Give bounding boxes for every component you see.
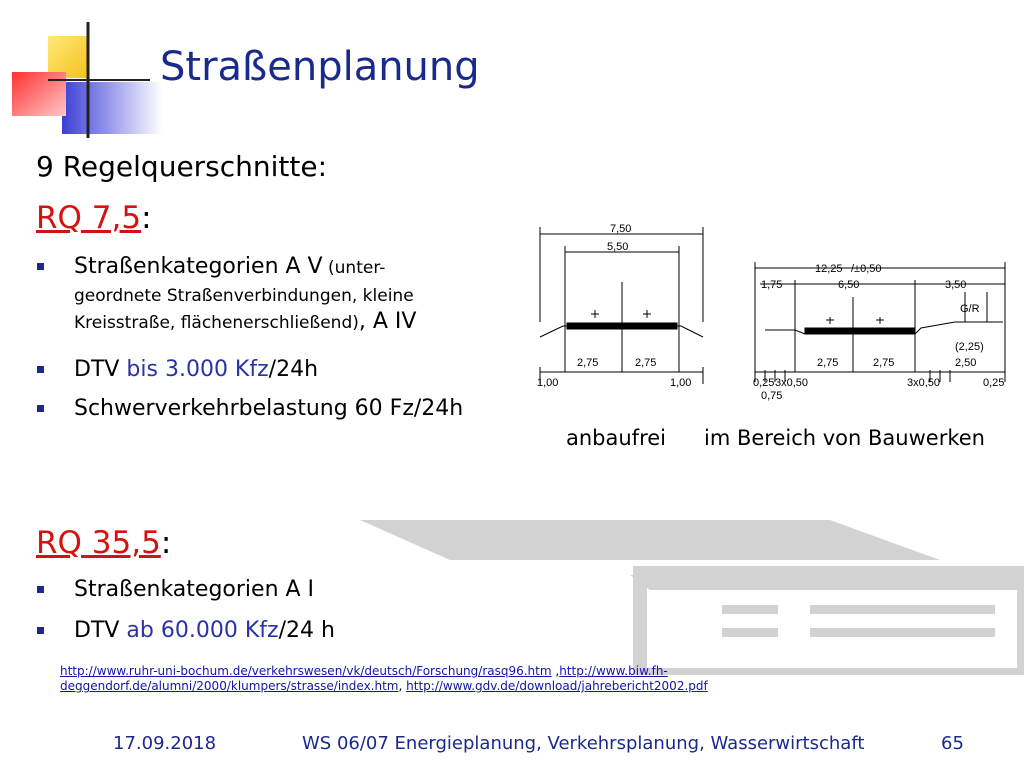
dim-350: 3,50 [945, 279, 967, 291]
dim-075: 0,75 [761, 390, 783, 402]
caption-bauwerke: im Bereich von Bauwerken [704, 426, 985, 450]
bullet-icon [37, 263, 44, 270]
caption-anbaufrei: anbaufrei [566, 426, 667, 450]
rq2-bullet-2 [74, 617, 335, 645]
link-ruhr-uni[interactable]: http://www.ruhr-uni-bochum.de/verkehrswesen/vk/deutsch/Forschung/rasq96.htm [60, 664, 552, 678]
dim-3x050-left: 3x0,50 [775, 377, 809, 389]
rq1-b1-tail: , A IV [358, 309, 417, 334]
footer-page-number: 65 [941, 733, 964, 754]
footer-date: 17.09.2018 [113, 733, 217, 754]
slide-title: Straßenplanung [160, 44, 480, 90]
rq1-b1-small3: Kreisstraße, flächenerschließend) [74, 313, 359, 333]
dim-tolerance-right: /±0,50 [851, 263, 882, 275]
rq1-b1-small2: geordnete Straßenverbindungen, kleine [74, 285, 414, 306]
bullet-icon [37, 405, 44, 412]
dim-lane-left-2: 2,75 [635, 357, 657, 369]
cross-section-diagram [535, 222, 1015, 412]
link-biw-part2[interactable]: deggendorf.de/alumni/2000/klumpers/strasse/index.htm [60, 679, 399, 693]
rq1-heading [36, 200, 152, 236]
logo-decoration [0, 0, 170, 140]
dim-3x050-right: 3x0,50 [907, 377, 941, 389]
dim-025-left: 0,25 [753, 377, 775, 389]
rq2-link[interactable]: RQ 35,5 [36, 525, 161, 561]
bullet-icon [37, 627, 44, 634]
dim-edge-left-2: 1,00 [670, 377, 692, 389]
dim-lane-right-2: 2,75 [873, 357, 895, 369]
rq1-b3-text: Schwerverkehrbelastung 60 Fz/24h [74, 396, 464, 421]
rq1-b2-post: /24h [268, 357, 319, 382]
reference-links [60, 664, 860, 694]
cross-section-left-labels [537, 223, 691, 389]
rq2-bullet-1 [74, 576, 314, 604]
link-biw-part1[interactable]: http://www.biw.fh- [559, 664, 668, 678]
link-gdv[interactable]: http://www.gdv.de/download/jahrebericht2002.pdf [406, 679, 708, 693]
footer-course: WS 06/07 Energieplanung, Verkehrsplanung, Wasserwirtschaft [302, 733, 865, 754]
subtitle: 9 Regelquerschnitte: [36, 150, 328, 183]
dim-025-right: 0,25 [983, 377, 1005, 389]
dim-650: 6,50 [838, 279, 860, 291]
rq2-colon: : [160, 525, 172, 561]
rq1-bullet-1 [74, 253, 416, 336]
watermark-graphic [360, 515, 1024, 675]
rq1-colon: : [141, 200, 152, 236]
rq1-bullet-3 [74, 395, 463, 423]
bullet-icon [37, 586, 44, 593]
rq1-b2-highlight: bis 3.000 Kfz [126, 357, 269, 382]
rq2-b2-post: /24 h [278, 618, 335, 643]
rq1-link[interactable]: RQ 7,5 [36, 200, 142, 236]
dim-inner-left: 5,50 [607, 241, 629, 253]
dim-175: 1,75 [761, 279, 783, 291]
rq1-bullet-2 [74, 356, 318, 384]
rq2-b1-text: Straßenkategorien A I [74, 577, 315, 602]
dim-lane-left-1: 2,75 [577, 357, 599, 369]
rq1-b1-main: Straßenkategorien A V [74, 254, 323, 279]
link-separator-1: , [551, 664, 560, 678]
dim-250: 2,50 [955, 357, 977, 369]
rq1-b1-small1: (unter- [322, 258, 386, 278]
dim-total-right: 12,25 [815, 263, 843, 275]
rq2-heading [36, 525, 171, 561]
rq2-b2-highlight: ab 60.000 Kfz [126, 618, 279, 643]
rq1-b2-pre: DTV [74, 357, 127, 382]
dim-edge-left-1: 1,00 [537, 377, 559, 389]
bullet-icon [37, 366, 44, 373]
link-separator-2: , [398, 679, 407, 693]
dim-total-left: 7,50 [610, 223, 632, 235]
rq2-b2-pre: DTV [74, 618, 127, 643]
label-gr: G/R [960, 303, 980, 315]
dim-225: (2,25) [955, 341, 984, 353]
dim-lane-right-1: 2,75 [817, 357, 839, 369]
